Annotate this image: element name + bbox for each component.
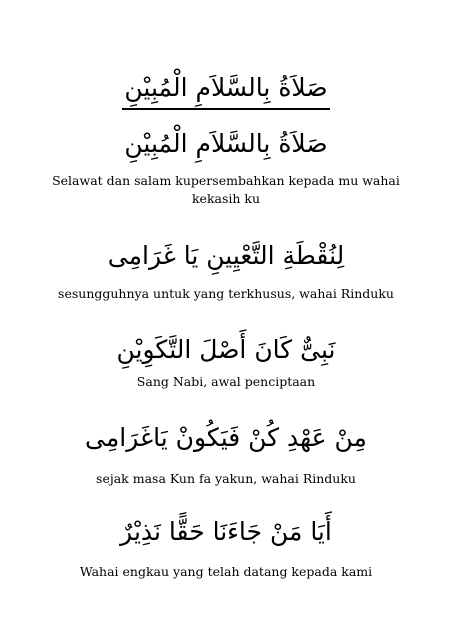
verse-2-arabic: لِنُقْطَةِ التَّعْيِينِ يَا غَرَامِى [107,241,345,270]
verse-4-arabic: مِنْ عَهْدِ كُنْ فَيَكُونْ يَاغَرَامِى [85,423,367,452]
verse-2-translation: sesungguhnya untuk yang terkhusus, wahai Rinduku [58,286,394,301]
verse-1-arabic: صَلاَةُ بِالسَّلاَمِ الْمُبِيْنِ [124,129,328,158]
title-heading [0,68,452,110]
title-text: صَلاَةُ بِالسَّلاَمِ الْمُبِيْنِ [122,70,329,110]
verse-1-translation-line-2: kekasih ku [191,191,261,206]
verse-5-arabic: أَيَا مَنْ جَاءَنَا حَقًّا نَذِيْرٌ [120,517,332,546]
verse-1-translation-line-1: Selawat dan salam kupersembahkan kepada mu wahai [52,173,400,188]
verse-3-arabic: نَبِىٌّ كَانَ أَصْلَ التَّكَوِيْنِ [116,335,336,364]
verse-4-translation: sejak masa Kun fa yakun, wahai Rinduku [96,471,356,486]
verse-3-translation: Sang Nabi, awal penciptaan [136,374,316,389]
verse-5-translation: Wahai engkau yang telah datang kepada kami [79,564,373,579]
